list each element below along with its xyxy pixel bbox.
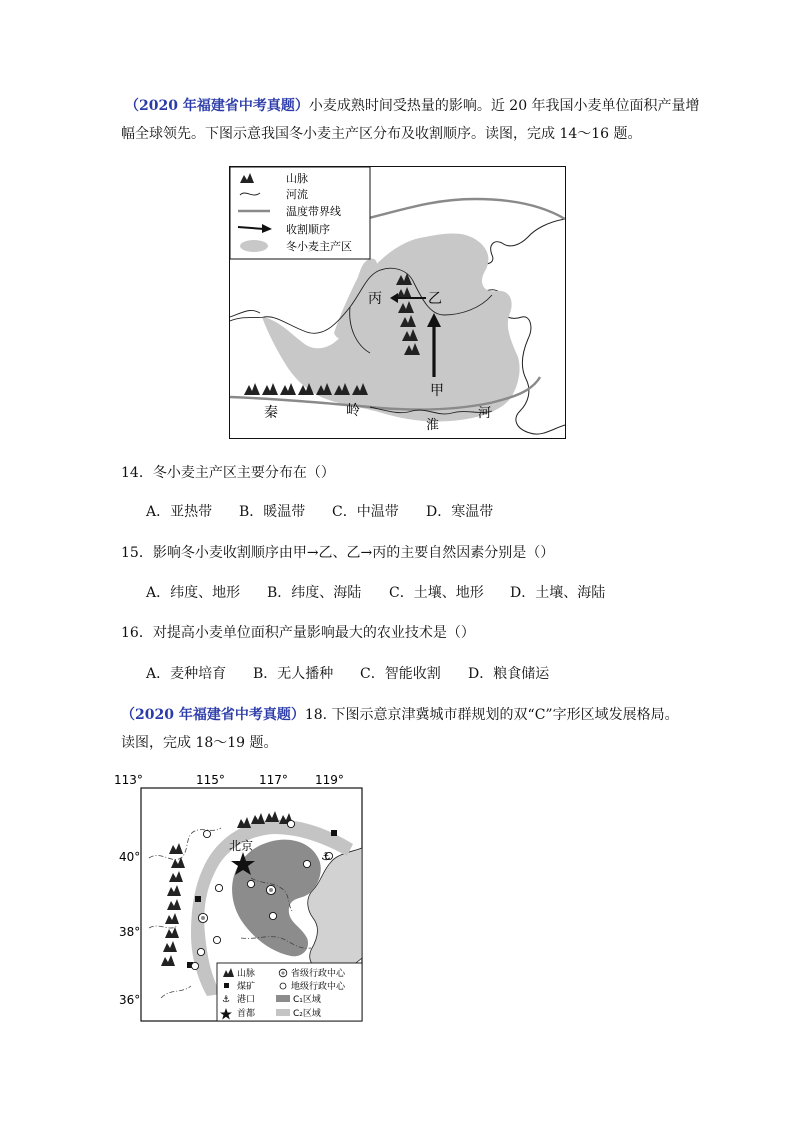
prefecture-center-icon	[287, 820, 294, 827]
prefecture-center-icon	[303, 860, 310, 867]
label-bing: 丙	[368, 291, 382, 307]
section1-intro-line2: 幅全球领先。下图示意我国冬小麦主产区分布及收割顺序。读图，完成 14～16 题。	[121, 126, 642, 142]
lon-label-113: 113°	[114, 773, 143, 787]
legend-coal-mine-label: 煤矿	[237, 982, 256, 992]
question-16-option-d[interactable]: D．粮食储运	[468, 666, 550, 682]
legend-c1-label: C₁区域	[293, 995, 321, 1005]
lat-label-40: 40°	[119, 850, 141, 864]
section2-intro-line2: 读图，完成 18～19 题。	[121, 735, 278, 751]
section2-source: （2020 年福建省中考真题）	[121, 707, 305, 723]
question-14-stem: 14．冬小麦主产区主要分布在（）	[121, 465, 335, 481]
coal-mine-icon	[195, 896, 201, 902]
legend-c1-swatch	[276, 995, 290, 1002]
provincial-center-dot	[269, 888, 273, 892]
prefecture-center-icon	[269, 912, 276, 919]
map2-legend	[217, 963, 362, 1021]
legend-port-icon: ⚓	[222, 995, 231, 1005]
legend-boundary-label: 温度带界线	[286, 205, 341, 218]
question-16-stem: 16．对提高小麦单位面积产量影响最大的农业技术是（）	[121, 625, 475, 641]
question-15-option-d[interactable]: D．土壤、海陆	[510, 585, 606, 601]
prefecture-center-icon	[213, 936, 220, 943]
legend-c2-swatch	[276, 1009, 290, 1016]
question-15-option-b[interactable]: B．纬度、海陆	[267, 585, 362, 601]
lon-label-117: 117°	[259, 773, 288, 787]
provincial-center-dot	[201, 916, 205, 920]
lat-label-36: 36°	[119, 993, 141, 1007]
question-14-option-d[interactable]: D．寒温带	[426, 504, 494, 520]
river-west	[230, 310, 260, 317]
legend-river-label: 河流	[286, 188, 308, 201]
question-16-option-b[interactable]: B．无人播种	[253, 666, 334, 682]
section1-intro-text: 小麦成熟时间受热量的影响。近 20 年我国小麦单位面积产量增	[308, 98, 700, 114]
legend-prefecture-center-icon	[280, 983, 286, 989]
legend-provincial-center-label: 省级行政中心	[291, 969, 346, 979]
winter-wheat-map	[229, 166, 566, 439]
legend-c2-label: C₂区域	[293, 1009, 321, 1019]
legend-mountain-label: 山脉	[286, 172, 308, 185]
beijing-label: 北京	[229, 839, 254, 853]
lon-label-119: 119°	[315, 773, 344, 787]
prefecture-center-icon	[191, 962, 198, 969]
lat-label-38: 38°	[119, 925, 141, 939]
legend-port-label: 港口	[237, 995, 256, 1005]
question-15-option-a[interactable]: A．纬度、地形	[146, 585, 241, 601]
question-14-option-c[interactable]: C．中温带	[332, 504, 399, 520]
legend-prefecture-center-label: 地级行政中心	[291, 982, 346, 992]
question-16-options	[146, 664, 549, 684]
legend-region-swatch	[240, 240, 268, 252]
section1-source: （2020 年福建省中考真题）	[125, 98, 309, 114]
legend-capital-label: 首都	[237, 1009, 256, 1019]
legend-harvest-label: 收割顺序	[286, 223, 330, 236]
legend-region-label: 冬小麦主产区	[286, 240, 352, 253]
question-15-options	[146, 583, 605, 603]
label-qin: 秦	[264, 405, 278, 421]
winter-wheat-map-svg	[230, 167, 565, 438]
question-16-option-a[interactable]: A．麦种培育	[146, 666, 227, 682]
prefecture-center-icon	[197, 948, 204, 955]
coal-mine-icon	[331, 830, 337, 836]
question-15-stem: 15．影响冬小麦收割顺序由甲→乙、乙→丙的主要自然因素分别是（）	[121, 545, 555, 561]
section2-intro-text: 18. 下图示意京津冀城市群规划的双“C”字形区域发展格局。	[304, 707, 679, 723]
section1-intro-line1	[125, 96, 700, 116]
label-huai: 淮	[426, 418, 440, 433]
label-jia: 甲	[430, 383, 444, 399]
port-icon: ⚓	[321, 850, 331, 863]
question-14-option-a[interactable]: A．亚热带	[146, 504, 213, 520]
label-ling: 岭	[346, 403, 360, 419]
prefecture-center-icon	[203, 830, 210, 837]
legend-mountain-label: 山脉	[237, 969, 256, 979]
question-16-option-c[interactable]: C．智能收割	[360, 666, 441, 682]
legend-coal-mine-icon	[224, 983, 229, 988]
label-he: 河	[478, 406, 492, 421]
question-14-options	[146, 502, 493, 522]
jingjinji-map	[105, 770, 375, 1032]
map1-legend	[230, 167, 370, 259]
label-yi: 乙	[428, 291, 442, 307]
section2-intro-line1	[121, 705, 679, 725]
question-15-option-c[interactable]: C．土壤、地形	[389, 585, 484, 601]
jingjinji-map-svg	[105, 770, 375, 1032]
lon-label-115: 115°	[196, 773, 225, 787]
prefecture-center-icon	[215, 884, 222, 891]
question-14-option-b[interactable]: B．暖温带	[239, 504, 306, 520]
prefecture-center-icon	[247, 880, 254, 887]
